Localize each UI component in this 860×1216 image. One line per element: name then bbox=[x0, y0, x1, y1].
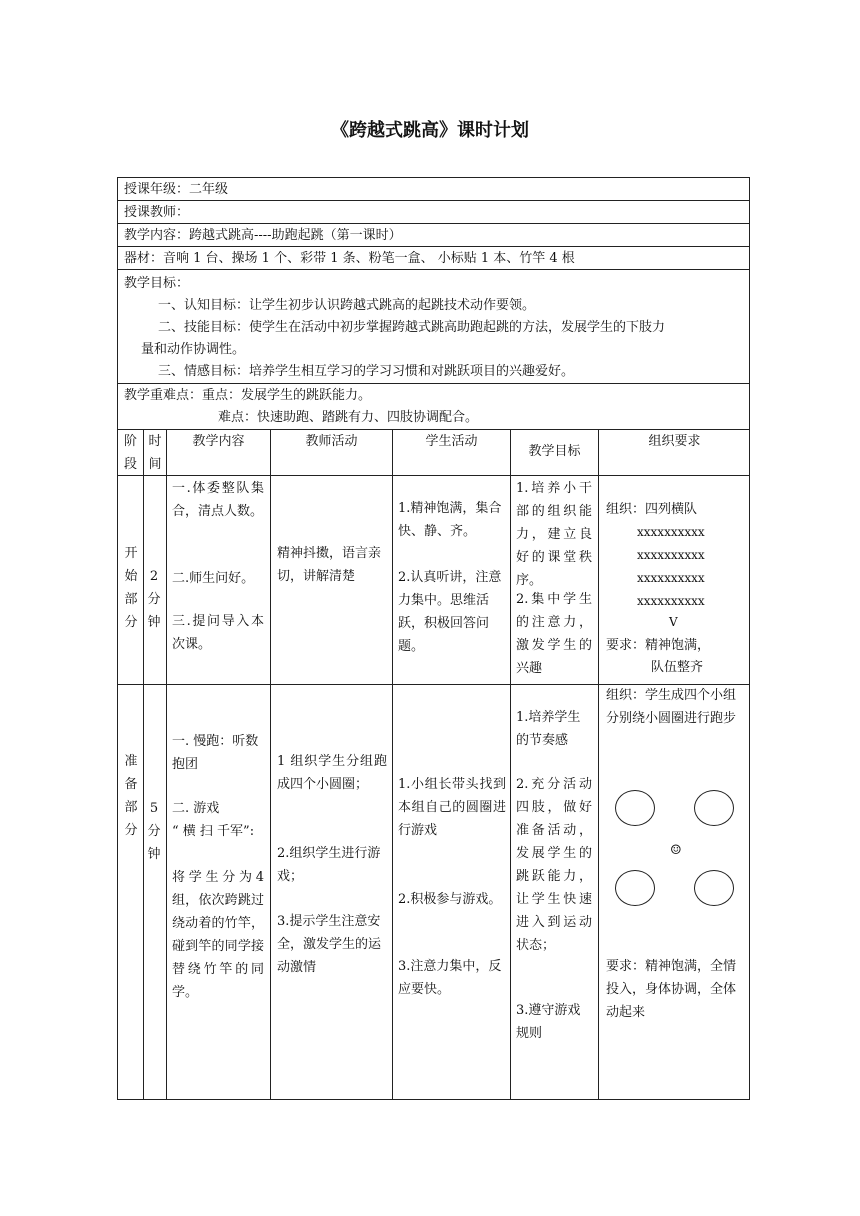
row2-org-label: 组织：学生成四个小组分别绕小圆圈进行跑步 bbox=[606, 688, 737, 726]
formation-row: xxxxxxxxxx bbox=[637, 594, 705, 608]
page-title: 《跨越式跳高》课时计划 bbox=[331, 120, 529, 141]
goal-skill: 二、技能目标：使学生在活动中初步掌握跨越式跳高助跑起跳的方法，发展学生的下肢力 bbox=[158, 320, 666, 335]
row2-teacher-3: 3.提示学生注意安全，激发学生的运动激情 bbox=[277, 914, 382, 975]
row2-goal-1: 1.培养学生的节奏感 bbox=[516, 710, 581, 748]
row2-student-2: 2.积极参与游戏。 bbox=[398, 892, 502, 907]
equipment-line: 器材：音响 1 台、操场 1 个、彩带 1 条、粉笔一盒、 小标贴 1 本、竹竿 4 根 bbox=[124, 251, 575, 266]
col-divider bbox=[510, 429, 511, 1100]
row2-student-1: 1.小组长带头找到本组自己的圆圈进行游戏 bbox=[398, 777, 506, 838]
row2-goal-2: 2.充分活动四肢，做好准备活动，发展学生的跳跃能力，让学生快速进入到运动状态； bbox=[516, 777, 592, 953]
difficulty-line: 难点：快速助跑、踏跳有力、四肢协调配合。 bbox=[218, 410, 479, 425]
row1-time: 2分钟 bbox=[147, 569, 161, 630]
goal-emotion: 三、情感目标：培养学生相互学习的学习习惯和对跳跃项目的兴趣爱好。 bbox=[158, 364, 575, 379]
row2-goal-3: 3.遵守游戏规则 bbox=[516, 1003, 581, 1041]
teacher-marker: V bbox=[669, 615, 678, 629]
goal-skill-cont: 量和动作协调性。 bbox=[141, 342, 246, 357]
header-goal: 教学目标 bbox=[528, 444, 581, 459]
header-student: 学生活动 bbox=[425, 434, 478, 449]
col-divider bbox=[166, 429, 167, 1100]
row1-student-1: 1.精神饱满，集合快、静、齐。 bbox=[398, 501, 502, 539]
teacher-line: 授课教师： bbox=[124, 205, 190, 220]
row2-teacher-2: 2.组织学生进行游戏； bbox=[277, 846, 381, 884]
divider bbox=[117, 269, 750, 270]
row1-stage: 开始部分 bbox=[124, 546, 138, 630]
header-org: 组织要求 bbox=[648, 434, 701, 449]
circle-group-1 bbox=[615, 790, 655, 826]
teacher-smiley-icon: ☺ bbox=[670, 843, 682, 858]
col-divider bbox=[270, 429, 271, 1100]
row2-student-3: 3.注意力集中，反应要快。 bbox=[398, 959, 502, 997]
col-divider bbox=[392, 429, 393, 1100]
row1-content-1: 一.体委整队集合，清点人数。 bbox=[172, 481, 264, 519]
row1-content-2: 二.师生问好。 bbox=[172, 571, 255, 586]
circle-group-2 bbox=[694, 790, 734, 826]
header-content: 教学内容 bbox=[192, 434, 245, 449]
row2-content-game: 二. 游戏 bbox=[172, 801, 220, 816]
row2-content-game-name: “ 横 扫 千军”: bbox=[172, 824, 255, 839]
col-divider bbox=[598, 429, 599, 1100]
divider bbox=[117, 200, 750, 201]
circle-group-4 bbox=[694, 870, 734, 906]
row1-teacher: 精神抖擞，语言亲切，讲解清楚 bbox=[277, 546, 382, 584]
row2-time: 5分钟 bbox=[147, 801, 161, 862]
circle-group-3 bbox=[615, 870, 655, 906]
divider bbox=[117, 223, 750, 224]
row1-org-req2: 队伍整齐 bbox=[651, 660, 704, 675]
keypoint-line: 教学重难点：重点：发展学生的跳跃能力。 bbox=[124, 388, 372, 403]
formation-row: xxxxxxxxxx bbox=[637, 548, 705, 562]
grade-line: 授课年级：二年级 bbox=[124, 182, 229, 197]
header-stage: 阶段 bbox=[123, 434, 137, 472]
row2-org-req: 要求：精神饱满，全情投入，身体协调，全体动起来 bbox=[606, 959, 737, 1020]
header-teacher: 教师活动 bbox=[305, 434, 358, 449]
row2-teacher-1: 1 组织学生分组跑成四个小圆圈； bbox=[277, 754, 387, 792]
content-line: 教学内容：跨越式跳高----助跑起跳（第一课时） bbox=[124, 228, 402, 243]
row1-student-2: 2.认真听讲，注意力集中。思维活跃，积极回答问题。 bbox=[398, 570, 502, 654]
formation-row: xxxxxxxxxx bbox=[637, 571, 705, 585]
goals-heading: 教学目标： bbox=[124, 276, 190, 291]
divider bbox=[117, 475, 750, 476]
row1-goal-1: 1.培养小干部的组织能力，建立良好的课堂秩序。 bbox=[516, 481, 592, 588]
row2-content-jog: 一. 慢跑：听数抱团 bbox=[172, 734, 259, 772]
goal-cognitive: 一、认知目标：让学生初步认识跨越式跳高的起跳技术动作要领。 bbox=[158, 298, 536, 313]
row2-stage: 准备部分 bbox=[124, 754, 138, 838]
col-divider bbox=[143, 429, 144, 1100]
header-time: 时间 bbox=[148, 434, 162, 472]
row2-content-game-desc: 将学生分为4组，依次跨跳过绕动着的竹竿，碰到竿的同学接替绕竹竿的同学。 bbox=[172, 870, 264, 1000]
row1-goal-2: 2.集中学生的注意力，激发学生的兴趣 bbox=[516, 592, 592, 676]
row1-content-3: 三.提问导入本次课。 bbox=[172, 614, 264, 652]
row1-org-req1: 要求：精神饱满， bbox=[606, 638, 711, 653]
formation-row: xxxxxxxxxx bbox=[637, 525, 705, 539]
divider bbox=[117, 246, 750, 247]
row1-org-label: 组织：四列横队 bbox=[606, 502, 698, 517]
divider bbox=[117, 383, 750, 384]
